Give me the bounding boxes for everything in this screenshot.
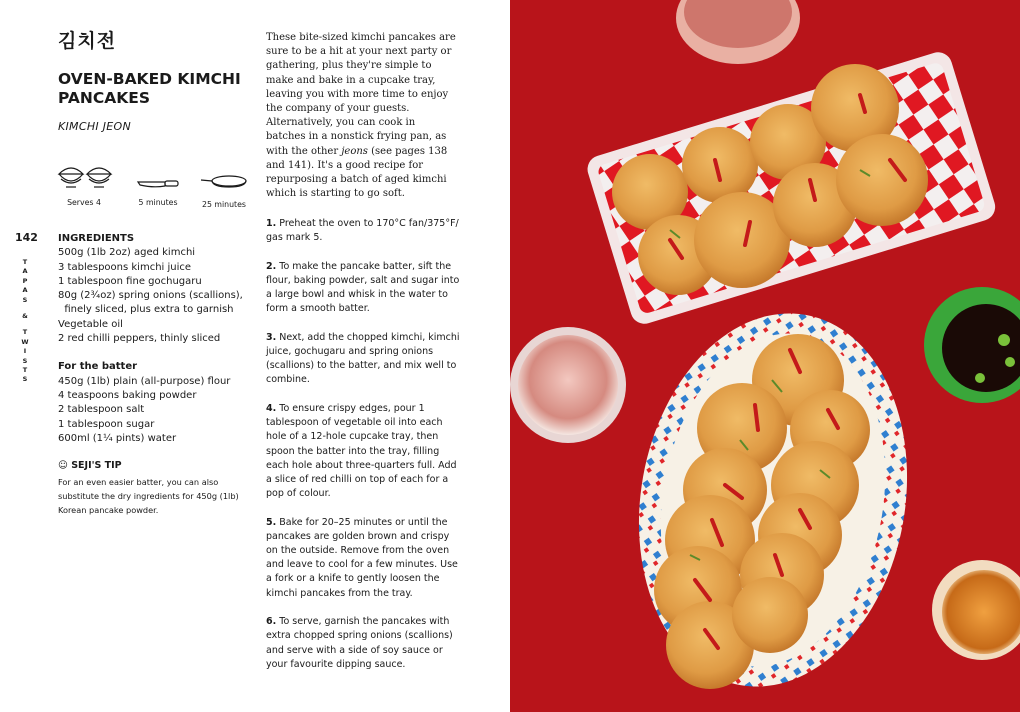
frying-pan-icon — [199, 160, 249, 194]
tip-text: For an even easier batter, you can also substitute the dry ingredients for 450g (1lb) Korean pancake powder. — [58, 477, 239, 515]
step-text: Preheat the oven to 170°C fan/375°F/ gas mark 5. — [266, 218, 459, 244]
section-letter: & — [22, 312, 28, 321]
recipe-title: OVEN-BAKED KIMCHI PANCAKES — [58, 70, 241, 107]
step-text: To serve, garnish the pancakes with extra chopped spring onions (scallions) and serve with a side of soy sauce or your favourite dipping sauce. — [266, 616, 453, 670]
ingredient-item: 500g (1lb 2oz) aged kimchi — [58, 247, 196, 259]
bowls-icon — [56, 160, 114, 192]
step-text: To make the pancake batter, sift the flour, baking powder, salt and sugar into a large bowl and whisk in the water to form a smooth batter. — [266, 260, 460, 315]
section-letter: T — [22, 328, 28, 337]
knife-icon — [135, 160, 181, 192]
intro-paragraph — [266, 31, 456, 201]
method-step — [266, 217, 461, 245]
tip-box — [58, 459, 253, 517]
section-letter: S — [22, 375, 28, 384]
serves-label: Serves 4 — [67, 198, 101, 207]
batter-item: 1 tablespoon sugar — [58, 418, 155, 430]
section-letter: T — [22, 258, 28, 266]
ingredient-item: Vegetable oil — [58, 318, 123, 330]
section-letter: W — [21, 337, 29, 346]
section-letter: T — [22, 366, 28, 375]
pancakes-photo-illustration — [510, 0, 1020, 712]
intro-text: These bite-sized kimchi pancakes are sure to be a hit at your next party or gathering, plus they're simple to make and bake in a cupcake tray, leaving you with more time to enjoy the company of your guests. Alternatively, you can cook in batches in a nonstick frying pan, as with the other — [266, 32, 456, 157]
step-number: 1. — [266, 218, 277, 229]
section-label — [20, 258, 30, 385]
intro-text-end: (see pages 138 and 141). It's a good recipe for repurposing a batch of aged kimchi which is starting to go soft. — [266, 145, 448, 200]
batter-item: 600ml (1¼ pints) water — [58, 432, 177, 444]
tip-heading: ☺ SEJI'S TIP — [58, 460, 122, 471]
food-photo — [510, 0, 1020, 712]
method-step — [266, 615, 461, 672]
serves-info — [56, 160, 112, 207]
method-step — [266, 331, 461, 388]
step-number: 3. — [266, 331, 277, 343]
step-text: To ensure crispy edges, pour 1 tablespoon of vegetable oil into each hole of a 12-hole cupcake tray, then spoon the batter into the tray, filling each hole about three-quarters full. Add a slice of red chilli on top of each for a pop of colour. — [266, 402, 457, 500]
step-number: 2. — [266, 260, 277, 272]
ingredient-item: 3 tablespoons kimchi juice — [58, 261, 192, 273]
korean-title: 김치전 — [58, 30, 117, 52]
method-step — [266, 260, 461, 317]
method-step — [266, 402, 461, 501]
ingredient-item: 80g (2¾oz) spring onions (scallions), — [58, 290, 243, 302]
intro-emphasis: jeons — [341, 145, 368, 157]
batter-heading: For the batter — [58, 361, 138, 373]
ingredient-item: finely sliced, plus extra to garnish — [58, 304, 234, 316]
section-letter: S — [22, 356, 28, 365]
ingredient-item: 2 red chilli peppers, thinly sliced — [58, 333, 221, 345]
step-text: Bake for 20–25 minutes or until the pancakes are golden brown and crispy on the outside. Remove from the oven and leave to cool for a few minutes. Use a fork or a knife to gently loosen the kimchi pancakes from the tray. — [266, 516, 458, 599]
batter-item: 4 teaspoons baking powder — [58, 389, 197, 401]
section-letter: A — [22, 286, 28, 295]
prep-time-label: 5 minutes — [138, 198, 178, 207]
batter-item: 450g (1lb) plain (all-purpose) flour — [58, 375, 231, 387]
method-step — [266, 516, 461, 601]
ingredient-item: 1 tablespoon fine gochugaru — [58, 275, 202, 287]
section-letter: S — [22, 295, 28, 304]
cook-time-label: 25 minutes — [202, 200, 246, 209]
ingredients-heading: INGREDIENTS — [58, 233, 135, 244]
step-number: 4. — [266, 402, 277, 414]
method-steps — [266, 217, 461, 686]
section-letter: A — [22, 267, 28, 276]
ingredients-list — [58, 232, 258, 446]
step-text: Next, add the chopped kimchi, kimchi juice, gochugaru and spring onions (scallions) to the batter, and mix well to combine. — [266, 331, 460, 386]
page-number: 142 — [15, 231, 38, 244]
recipe-subtitle: KIMCHI JEON — [58, 120, 132, 133]
cook-info — [196, 160, 252, 209]
section-letter: I — [23, 347, 27, 356]
prep-info — [130, 160, 186, 207]
step-number: 6. — [266, 616, 277, 628]
step-number: 5. — [266, 516, 277, 528]
section-letter: P — [22, 276, 28, 285]
batter-item: 2 tablespoon salt — [58, 404, 145, 416]
